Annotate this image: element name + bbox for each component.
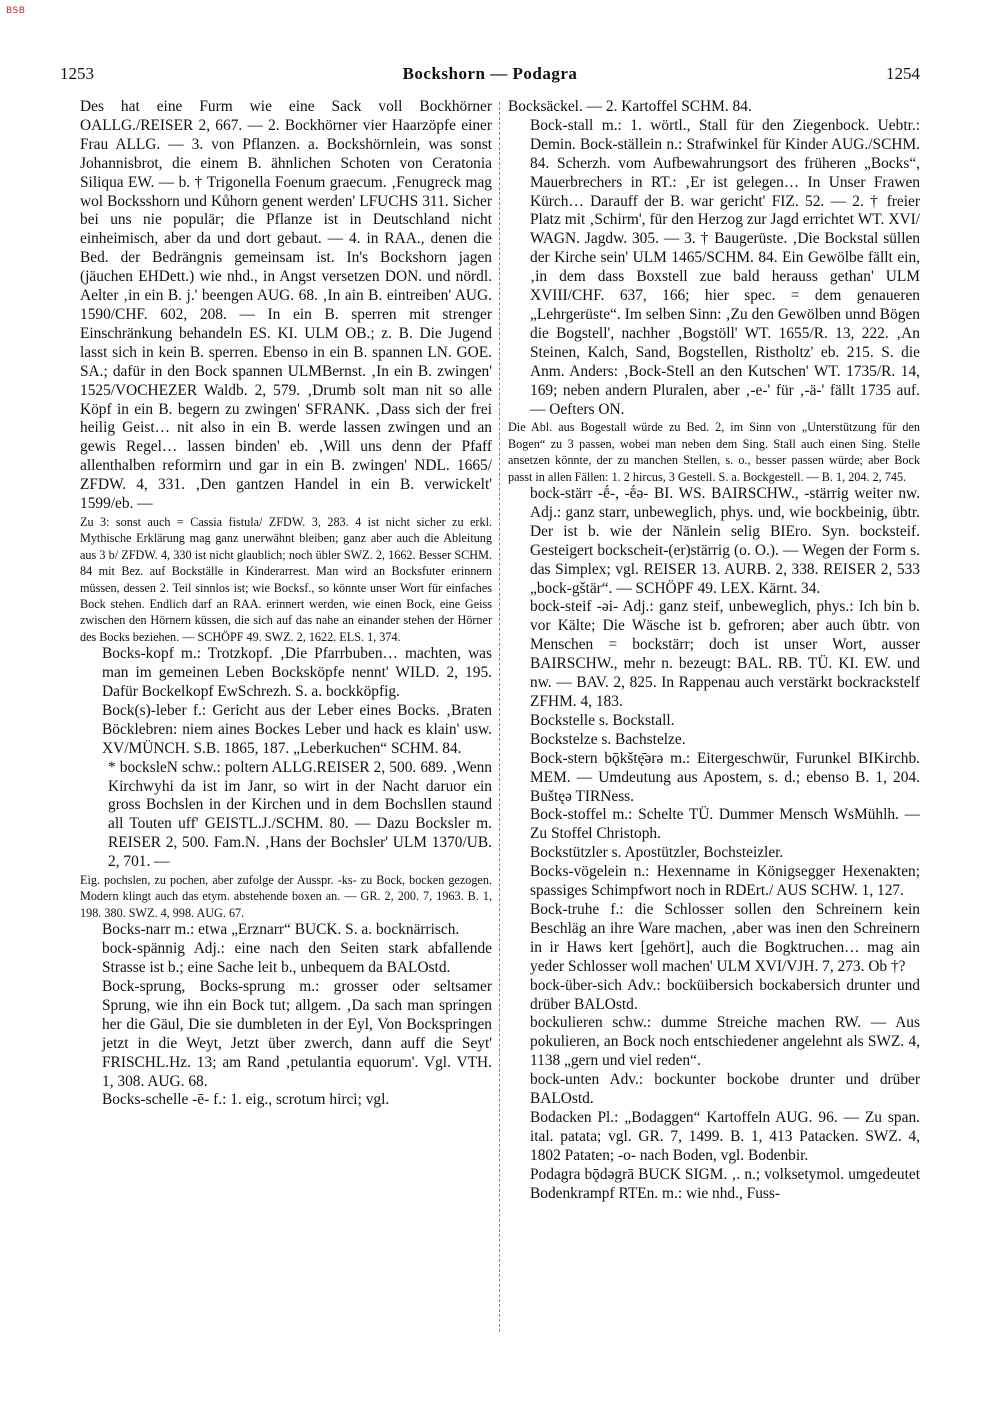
dictionary-entry: bock-unten Adv.: bockunter bockobe drunter und drüber BALOstd.: [530, 1071, 920, 1108]
dictionary-entry: Bock-stoffel m.: Schelte TÜ. Dummer Mensch WsMühlh. — Zu Stoffel Christoph.: [530, 806, 920, 843]
dictionary-entry: Bockstelle s. Bockstall.: [530, 711, 675, 729]
dictionary-entry: bock-stärr -ḗ-, -ḗə- BI. WS. BAIRSCHW., -stärrig weiter nw. Adj.: ganz starr, unbeweglich, phys. und, wie bockbeinig, übtr. Der ist b. wie der Nänlein selig BIEro. Syn. bocksteif. Gesteigert bockscheit-(er)stärrig (o. O.). — Wegen der Form s. das Simplex; vgl. REISER 13. AURB. 2, 338. REISER 2, 533 „bock-gštär“. — SCHÖPF 49. LEX. Kärnt. 34.: [530, 485, 920, 597]
dictionary-entry: Podagra bǭdəgrā BUCK SIGM. ‚. n.; volksetymol. umgedeutet Bodenkrampf RTEn. m.: wie nhd., Fuss-: [530, 1165, 920, 1202]
page-number-left: 1253: [60, 64, 94, 83]
dictionary-entry: bock-über-sich Adv.: bocküibersich bockabersich drunter und drüber BALOstd.: [530, 976, 920, 1013]
column-divider: [499, 102, 500, 1332]
dictionary-entry: * bocksleN schw.: poltern ALLG.REISER 2, 500. 689. ‚Wenn Kirchwyhi da ist im Janr, so wirt in der Nacht daruor ein gross Bochslen in der Kirchen und in dem Bochsllen staund all Touten uff' GEISTL.J./SCHM. 80. — Dazu Bocksler m. REISER 2, 500. Fam.N. ‚Hans der Bochsler' ULM 1370/UB. 2, 701. —: [108, 758, 492, 871]
dictionary-entry: Des hat eine Furm wie eine Sack voll Bockhörner OALLG./REISER 2, 667. — 2. Bockhörner vier Haarzöpfe einer Frau ALLG. — 3. von Pflanzen. a. Bockshörnlein, was sonst Johannisbrot, die einem B. ähnlichen Schoten von Ceratonia Siliqua EW. — b. † Trigonella Foenum graecum. ‚Fenugreck mag wol Bocksshorn und Kůhorn genent werden' LFUCHS 311. Sicher bei uns nie populär; die Pflanze ist in Deutschland nicht einheimisch, aber da und dort gebaut. — 4. in RAA., denen die Bed. der Bedrängnis gemeinsam ist. In's Bockshorn jagen (jäuchen EHDett.) wie nhd., in Angst versetzen DON. und nördl. Aelter ‚in ein B. j.' beengen AUG. 68. ‚In ain B. eintreiben' AUG. 1590/CHF. 602, 208. — In ein B. sperren mit strenger Einschränkung behandeln ES. KI. ULM OB.; z. B. Die Jugend lasst sich in kein B. sperren. Ebenso in ein B. spannen LN. GOE. SA.; dafür in den Bock spannen ULMBernst. ‚In ein B. zwingen' 1525/VOCHEZER Waldb. 2, 579. ‚Drumb solt man nit so alle Köpf in ein B. begern zu zwingen' SFRANK. ‚Dass sich der frei heilig Geist… nit also in ein B. werde lassen zwingen und an gewis Regel… lassen binden' eb. ‚Will uns denn der Pfaff allenthalben reformirn und gar in ein B. zwingen' NDL. 1665/ ZFDW. 4, 331. ‚Den gantzen Handel in ein B. verwickelt' 1599/eb. —: [80, 98, 492, 513]
dictionary-entry: Bocks-narr m.: etwa „Erznarr“ BUCK. S. a. bocknärrisch.: [102, 921, 460, 939]
note-paragraph: Zu 3: sonst auch = Cassia fistula/ ZFDW. 3, 283. 4 ist nicht sicher zu erkl. Mythische Erklärung mag ganz unerwähnt bleiben; ganz aber auch die Ableitung aus 3 b/ ZFDW. 4, 330 ist nicht glaublich; noch übler SWZ. 2, 1662. Besser SCHM. 84 mit Bez. auf Bockställe in Kinderarrest. Man wird an Bocksfuter erinnern müssen, dessen 2. Teil sinnlos ist; wie Bocksf., so könnte unser Wort für einfaches Bock stehen. Endlich darf an RAA. erinnert werden, wie einen Bock, eine Geiss zwischen den Hörnern küssen, die sich auf das nahe an einander stehen der Hörner des Bocks beziehen. — SCHÖPF 49. SWZ. 2, 1622. ELS. 1, 374.: [80, 514, 492, 644]
dictionary-entry: Bockstelze s. Bachstelze.: [530, 730, 686, 748]
note-paragraph: Eig. pochslen, zu pochen, aber zufolge der Ausspr. -ks- zu Bock, bocken gezogen. Modern klingt auch das etym. abstehende boxen an. — GR. 2, 200. 7, 1963. B. 1, 198. 380. SWZ. 4, 998. AUG. 67.: [80, 873, 492, 920]
dictionary-entry: Bock-stern bǭkštę̄ərə m.: Eitergeschwür, Furunkel BIKirchb. MEM. — Umdeutung aus Apostem, s. d.; ebenso B. 1, 204. Buštęə TIRNess.: [530, 749, 920, 805]
dictionary-entry: Bocks-kopf m.: Trotzkopf. ‚Die Pfarrbuben… machten, was man im gemeinen Leben Bocksköpfe nennt' WILD. 2, 195. Dafür Bockelkopf EwSchrezh. S. a. bockköpfig.: [102, 645, 492, 700]
right-column: [508, 98, 920, 1398]
dictionary-entry: Bock-sprung, Bocks-sprung m.: grosser oder seltsamer Sprung, wie ihn ein Bock tut; allgem. ‚Da sach man springen her die Gäul, Die sie dumbleten in der Eyl, Von Bockspringen jetzt in die Weyt, Jetzt über zwerch, dann auff die Seyt' FRISCHL.Hz. 13; am Rand ‚petulantia equorum'. Vgl. VTH. 1, 308. AUG. 68.: [102, 978, 492, 1090]
left-column: [80, 98, 492, 1398]
dictionary-entry: bockulieren schw.: dumme Streiche machen RW. — Aus pokulieren, an Bock noch entschiedener angelehnt als SWZ. 4, 1138 „gern und viel reden“.: [530, 1014, 920, 1070]
page-header: [60, 64, 920, 88]
dictionary-entry: Bocksäckel. — 2. Kartoffel SCHM. 84.: [508, 98, 752, 115]
running-title: Bockshorn — Podagra: [402, 64, 578, 83]
dictionary-entry: Bock-truhe f.: die Schlosser sollen den Schreinern kein Beschläg an ihre Ware machen, ‚aber was inen den Schreinern in ir Haws kert [gehört], auch die Bogktruchen… mag ain yeder Schlosser woll machen' ULM XVI/VJH. 7, 273. Ob †?: [530, 900, 920, 975]
dictionary-entry: Bodacken Pl.: „Bodaggen“ Kartoffeln AUG. 96. — Zu span. ital. patata; vgl. GR. 7, 1499. B. 1, 413 Patacken. SWZ. 4, 1802 Pataten; -o- nach Boden, vgl. Bodenbir.: [530, 1108, 920, 1164]
dictionary-entry: Bock-stall m.: 1. wörtl., Stall für den Ziegenbock. Uebtr.: Demin. Bock-ställein n.: Strafwinkel für Kinder AUG./SCHM. 84. Scherzh. vom Aufbewahrungsort des früheren „Bocks“, Mauerbrechers in RT.: ‚Er ist gelegen… In Unser Frawen Kürch… Darauff der B. war gericht' FIZ. 52. — 2. † freier Platz mit ‚Schirm', für den Herzog zur Jagd errichtet WT. XVI/ WAGN. Jagdw. 305. — 3. † Baugerüste. ‚Die Bockstal süllen der Kirche sein' ULM 1465/SCHM. 84. Ein Gewölbe fällt ein, ‚in dem dass Boxstell zue bald herauss gethan' ULM XVIII/CHF. 637, 166; hier spec. = dem genaueren „Lehrgerüste“. Im selben Sinn: ‚Zu den Gewölben unnd Bögen die Bogstell', nachher ‚Bogstöll' WT. 1655/R. 13, 222. ‚An Steinen, Kalch, Sand, Bogstellen, Ristholtz' eb. 215. S. die Anm. Anders: ‚Bock-Stell an den Kutschen' WT. 1735/R. 14, 169; neben andern Pluralen, aber ‚-e-' für ‚-ä-' fällt 1735 auf. — Oefters ON.: [530, 116, 920, 418]
dictionary-entry: Bocks-schelle -ē- f.: 1. eig., scrotum hirci; vgl.: [102, 1091, 390, 1109]
dictionary-entry: Bocks-vögelein n.: Hexenname in Königsegger Hexenakten; spassiges Schimpfwort noch in RDErt./ AUS SCHW. 1, 127.: [530, 863, 920, 900]
note-paragraph: Die Abl. aus Bogestall würde zu Bed. 2, im Sinn von „Unterstützung für den Bogen“ zu 3 passen, wobei man neben dem Sing. Stall auch einen Sing. Stelle ansetzen könnte, der zu manchen Stellen, s. o., besser passen würde; aber Bock passt in allen Fällen: 1. 2 hircus, 3 Gestell. S. a. Bockgestell. — B. 1, 204. 2, 745.: [508, 420, 920, 484]
dictionary-entry: Bock(s)-leber f.: Gericht aus der Leber eines Bocks. ‚Braten Böcklebren: niem aines Bockes Leber und hack es klain' usw. XV/MÜNCH. S.B. 1865, 187. „Leberkuchen“ SCHM. 84.: [102, 701, 492, 757]
dictionary-entry: Bockstützler s. Apostützler, Bochsteizler.: [530, 844, 784, 862]
dictionary-entry: bock-steif -əi- Adj.: ganz steif, unbeweglich, phys.: Ich bin b. vor Kälte; Die Wäsche ist b. gefroren; aber auch übtr. von Menschen = bockstärr; doch ist unser Wort, ausser BAIRSCHW., mehr n. bezeugt: BAL. RB. TÜ. KI. EW. und nw. — BAV. 2, 825. In Rappenau auch verstärkt bockrackstelf ZFHM. 4, 183.: [530, 598, 920, 710]
dictionary-entry: bock-spännig Adj.: eine nach den Seiten stark abfallende Strasse ist b.; eine Sache leit b., unbequem da BALOstd.: [102, 940, 492, 977]
library-stamp: BSB: [6, 6, 26, 16]
page-number-right: 1254: [886, 64, 920, 83]
